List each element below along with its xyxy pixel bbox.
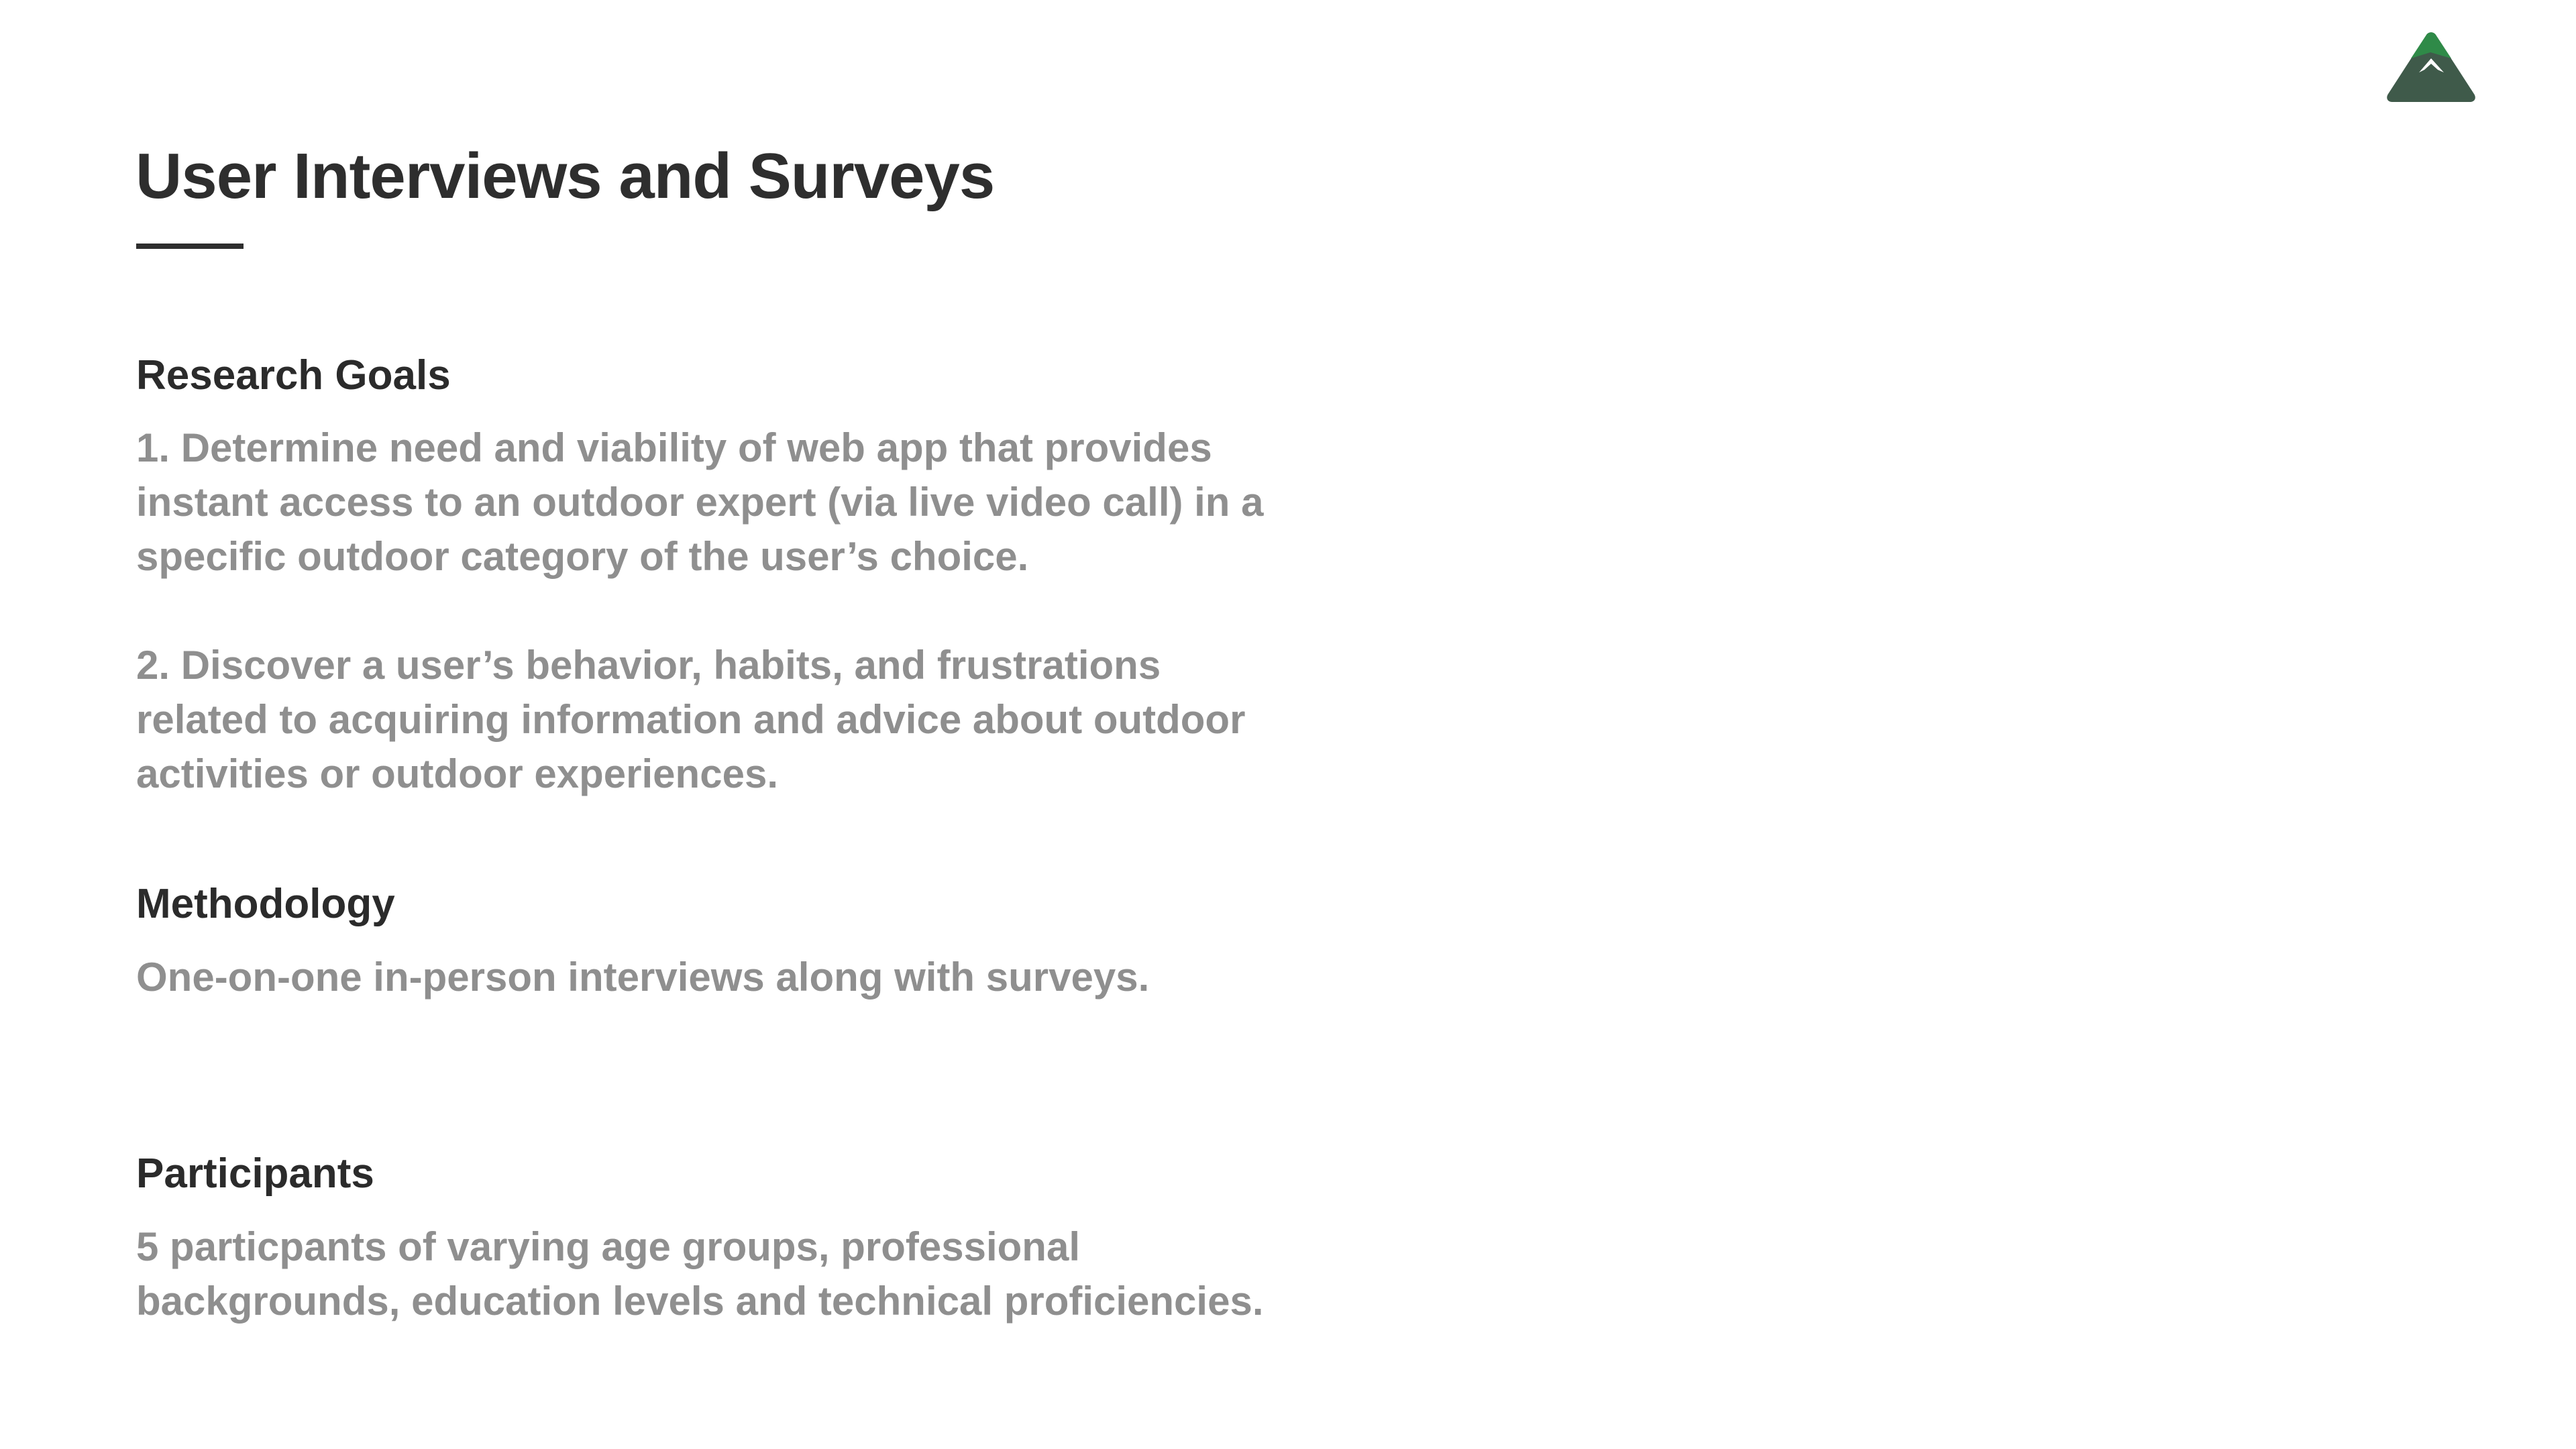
research-goal-2-line-1: 2. Discover a user’s behavior, habits, and frustrations (136, 643, 1161, 688)
research-goal-2-line-3: activities or outdoor experiences. (136, 751, 778, 796)
page-title: User Interviews and Surveys (136, 140, 995, 212)
participants-text-line-2: backgrounds, education levels and technical proficiencies. (136, 1279, 1264, 1324)
participants-text-line-1: 5 particpants of varying age groups, professional (136, 1224, 1080, 1269)
methodology-text (136, 950, 1317, 1004)
research-goal-1-line-2: instant access to an outdoor expert (via live video call) in a (136, 480, 1264, 525)
research-goal-1 (136, 421, 1317, 584)
research-goal-2-line-2: related to acquiring information and advice about outdoor (136, 697, 1246, 742)
title-underline (136, 244, 244, 249)
research-goals-heading: Research Goals (136, 352, 451, 398)
methodology-text-line: One-on-one in-person interviews along with surveys. (136, 955, 1150, 1000)
research-goal-2 (136, 638, 1317, 801)
methodology-heading: Methodology (136, 881, 395, 927)
research-goal-1-line-1: 1. Determine need and viability of web app that provides (136, 425, 1212, 470)
mountain-logo-icon (2385, 30, 2477, 103)
participants-heading: Participants (136, 1150, 374, 1197)
research-goal-1-line-3: specific outdoor category of the user’s choice. (136, 534, 1029, 579)
participants-text (136, 1220, 1317, 1328)
